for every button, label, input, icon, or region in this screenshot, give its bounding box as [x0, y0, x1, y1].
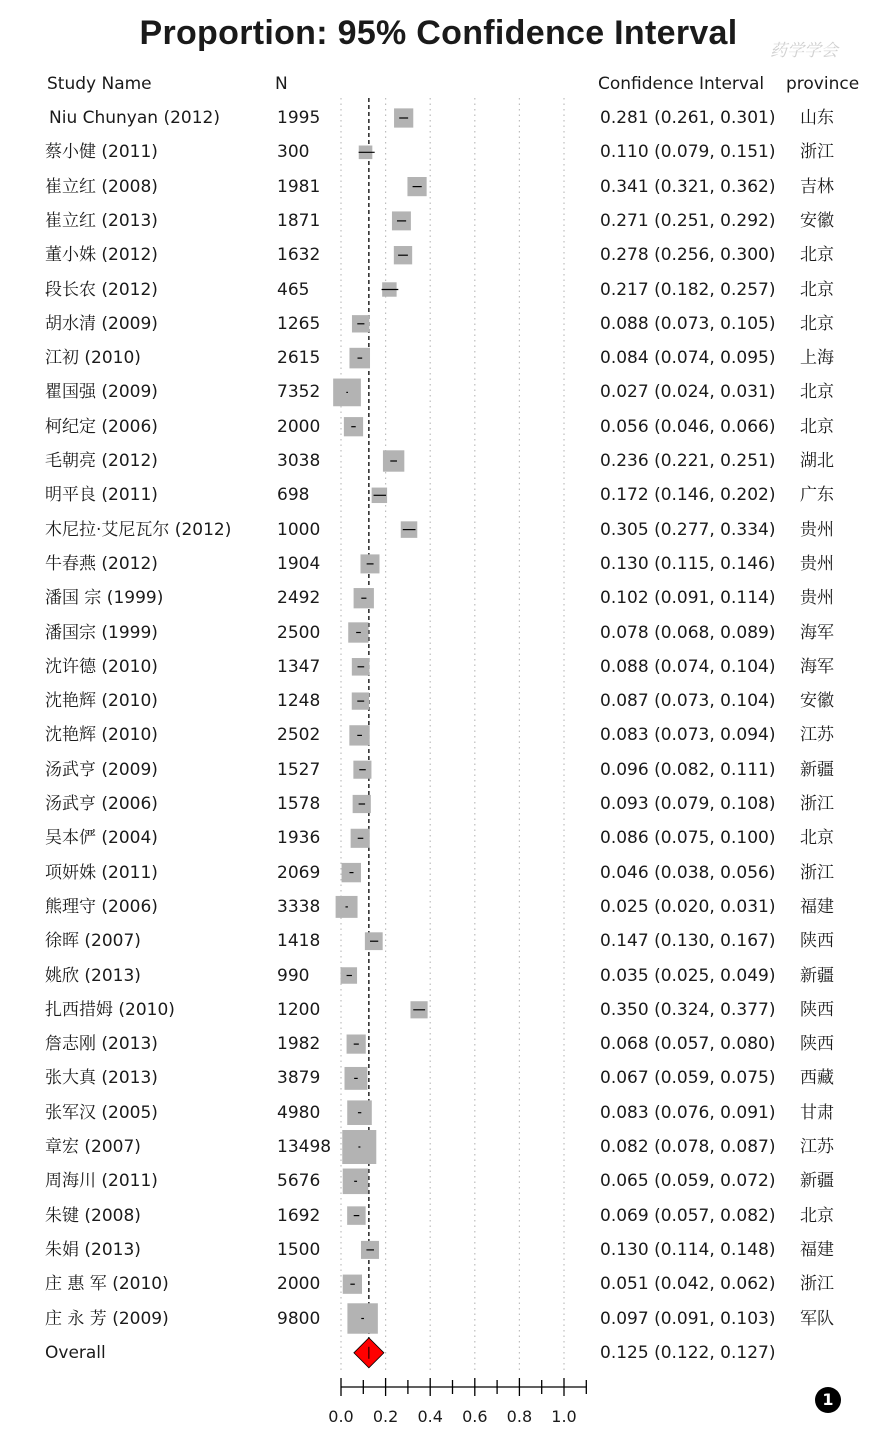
study-n: 1904 [277, 553, 321, 574]
study-n: 300 [277, 142, 310, 163]
study-name: 江初 (2010) [45, 348, 141, 369]
study-name: 项妍姝 (2011) [45, 862, 158, 883]
study-n: 3338 [277, 896, 321, 917]
study-ci: 0.236 (0.221, 0.251) [600, 451, 776, 471]
study-name: 沈许德 (2010) [45, 656, 158, 677]
header-study-name: Study Name [47, 74, 152, 94]
study-province: 陕西 [800, 1034, 834, 1055]
study-name: 段长农 (2012) [45, 279, 158, 300]
study-name: 蔡小健 (2011) [45, 142, 158, 163]
study-ci: 0.027 (0.024, 0.031) [600, 382, 776, 403]
study-n: 1248 [277, 691, 321, 712]
study-n: 3879 [277, 1068, 321, 1089]
study-name: 汤武亨 (2006) [45, 794, 158, 814]
study-province: 浙江 [800, 794, 834, 814]
study-ci: 0.056 (0.046, 0.066) [600, 416, 776, 437]
study-n: 1265 [277, 313, 321, 334]
study-province: 浙江 [800, 862, 834, 883]
study-province: 吉林 [800, 176, 834, 197]
x-tick-label: 0.8 [506, 1407, 533, 1426]
study-province: 北京 [800, 245, 834, 266]
study-ci: 0.281 (0.261, 0.301) [600, 108, 776, 128]
study-ci: 0.065 (0.059, 0.072) [600, 1171, 776, 1192]
study-n: 1692 [277, 1205, 321, 1226]
study-n: 1578 [277, 794, 321, 814]
overall-label: Overall [45, 1342, 106, 1363]
x-tick-label: 0.0 [328, 1407, 354, 1426]
study-province: 浙江 [800, 142, 834, 163]
study-name: 周海川 (2011) [45, 1171, 158, 1192]
study-ci: 0.097 (0.091, 0.103) [600, 1308, 776, 1329]
study-n: 990 [277, 965, 310, 986]
study-ci: 0.083 (0.076, 0.091) [600, 1102, 776, 1123]
study-province: 贵州 [800, 553, 834, 574]
study-province: 北京 [800, 828, 834, 849]
study-province: 新疆 [800, 759, 834, 780]
study-name: 崔立红 (2013) [45, 210, 158, 231]
study-province: 甘肃 [800, 1102, 834, 1123]
study-name: 朱娟 (2013) [45, 1239, 141, 1260]
study-province: 北京 [800, 279, 834, 300]
study-name: 沈艳辉 (2010) [45, 725, 158, 746]
study-name: 柯纪定 (2006) [45, 416, 158, 437]
study-province: 新疆 [800, 965, 834, 986]
study-n: 1347 [277, 656, 321, 677]
study-ci: 0.025 (0.020, 0.031) [600, 896, 776, 917]
study-province: 贵州 [800, 588, 834, 609]
study-n: 1995 [277, 108, 321, 128]
study-ci: 0.147 (0.130, 0.167) [600, 931, 776, 952]
study-n: 1632 [277, 245, 321, 266]
study-province: 福建 [800, 1239, 834, 1260]
study-n: 2492 [277, 588, 321, 609]
study-province: 陕西 [800, 999, 834, 1020]
study-ci: 0.341 (0.321, 0.362) [600, 176, 776, 197]
study-province: 江苏 [800, 725, 834, 746]
chart-title: Proportion: 95% Confidence Interval [139, 14, 738, 52]
study-province: 福建 [800, 896, 834, 917]
study-n: 9800 [277, 1308, 321, 1329]
study-ci: 0.088 (0.074, 0.104) [600, 656, 776, 677]
study-name: 詹志刚 (2013) [45, 1034, 158, 1055]
study-name: 潘国宗 (1999) [45, 622, 158, 643]
header-n: N [275, 74, 288, 94]
study-n: 2502 [277, 725, 321, 746]
study-name: 明平良 (2011) [45, 485, 158, 506]
study-n: 2500 [277, 622, 321, 643]
study-ci: 0.068 (0.057, 0.080) [600, 1034, 776, 1055]
study-province: 北京 [800, 1205, 834, 1226]
study-ci: 0.110 (0.079, 0.151) [600, 142, 776, 163]
study-province: 广东 [800, 485, 834, 506]
study-n: 1871 [277, 210, 321, 231]
study-n: 2615 [277, 348, 321, 369]
study-province: 江苏 [800, 1137, 834, 1157]
study-name: 张大真 (2013) [45, 1068, 158, 1089]
header-province: province [786, 74, 860, 94]
study-name: 董小姝 (2012) [45, 245, 158, 266]
page-number-badge: 1 [815, 1387, 841, 1413]
study-province: 海军 [800, 656, 834, 677]
study-n: 2000 [277, 416, 321, 437]
study-n: 5676 [277, 1171, 321, 1192]
study-name: 汤武亨 (2009) [45, 759, 158, 780]
study-name: 瞿国强 (2009) [45, 382, 158, 403]
study-n: 2000 [277, 1274, 321, 1295]
study-ci: 0.084 (0.074, 0.095) [600, 348, 776, 369]
study-ci: 0.083 (0.073, 0.094) [600, 725, 776, 746]
study-ci: 0.102 (0.091, 0.114) [600, 588, 776, 609]
study-name: 沈艳辉 (2010) [45, 691, 158, 712]
study-province: 海军 [800, 622, 834, 643]
study-n: 1200 [277, 999, 321, 1020]
study-name: 徐晖 (2007) [45, 931, 141, 952]
study-n: 1981 [277, 176, 321, 197]
study-ci: 0.069 (0.057, 0.082) [600, 1205, 776, 1226]
study-ci: 0.087 (0.073, 0.104) [600, 691, 776, 712]
study-ci: 0.035 (0.025, 0.049) [600, 965, 776, 986]
study-n: 1936 [277, 828, 321, 849]
study-n: 1982 [277, 1034, 321, 1055]
study-province: 山东 [800, 108, 834, 128]
study-name: 牛春燕 (2012) [45, 553, 158, 574]
study-n: 1000 [277, 519, 321, 540]
study-province: 军队 [800, 1308, 834, 1329]
study-name: 张军汉 (2005) [45, 1102, 158, 1123]
study-ci: 0.093 (0.079, 0.108) [600, 794, 776, 814]
study-ci: 0.088 (0.073, 0.105) [600, 313, 776, 334]
study-ci: 0.305 (0.277, 0.334) [600, 519, 776, 540]
x-tick-label: 0.6 [462, 1407, 488, 1426]
watermark: 药学学会 [770, 41, 838, 61]
study-name: 庄 惠 军 (2010) [45, 1274, 169, 1295]
study-n: 1418 [277, 931, 321, 952]
study-ci: 0.078 (0.068, 0.089) [600, 622, 776, 643]
study-ci: 0.096 (0.082, 0.111) [600, 759, 776, 780]
study-province: 新疆 [800, 1171, 834, 1192]
study-name: 崔立红 (2008) [45, 176, 158, 197]
study-ci: 0.082 (0.078, 0.087) [600, 1137, 776, 1157]
study-province: 西藏 [800, 1068, 834, 1089]
study-name: 熊理守 (2006) [45, 896, 158, 917]
study-name: 朱键 (2008) [45, 1205, 141, 1226]
study-province: 上海 [800, 348, 834, 369]
study-ci: 0.172 (0.146, 0.202) [600, 485, 776, 506]
study-province: 北京 [800, 416, 834, 437]
study-province: 安徽 [800, 691, 834, 712]
study-n: 3038 [277, 451, 321, 471]
study-province: 安徽 [800, 210, 834, 231]
x-tick-label: 0.2 [372, 1407, 399, 1426]
header-confidence-interval: Confidence Interval [598, 74, 765, 94]
study-n: 2069 [277, 862, 321, 883]
study-n: 13498 [277, 1137, 332, 1157]
study-name: 胡水清 (2009) [45, 313, 158, 334]
study-ci: 0.278 (0.256, 0.300) [600, 245, 776, 266]
study-n: 1500 [277, 1239, 321, 1260]
study-name: 木尼拉·艾尼瓦尔 (2012) [45, 519, 232, 540]
study-ci: 0.130 (0.114, 0.148) [600, 1239, 776, 1260]
x-tick-label: 1.0 [551, 1407, 577, 1426]
study-name: 庄 永 芳 (2009) [45, 1308, 169, 1329]
study-n: 4980 [277, 1102, 321, 1123]
study-ci: 0.086 (0.075, 0.100) [600, 828, 776, 849]
overall-ci: 0.125 (0.122, 0.127) [600, 1342, 776, 1363]
study-province: 北京 [800, 313, 834, 334]
study-n: 465 [277, 279, 310, 300]
study-n: 1527 [277, 759, 321, 780]
study-ci: 0.271 (0.251, 0.292) [600, 210, 776, 231]
study-province: 浙江 [800, 1274, 834, 1295]
study-name: Niu Chunyan (2012) [49, 108, 220, 128]
study-name: 姚欣 (2013) [45, 965, 141, 986]
study-name: 吴本俨 (2004) [45, 828, 158, 849]
study-name: 章宏 (2007) [45, 1137, 141, 1157]
study-ci: 0.051 (0.042, 0.062) [600, 1274, 776, 1295]
study-ci: 0.350 (0.324, 0.377) [600, 999, 776, 1020]
study-name: 毛朝亮 (2012) [45, 451, 158, 471]
study-province: 北京 [800, 382, 834, 403]
study-ci: 0.046 (0.038, 0.056) [600, 862, 776, 883]
study-province: 贵州 [800, 519, 834, 540]
study-province: 陕西 [800, 931, 834, 952]
x-tick-label: 0.4 [417, 1407, 443, 1426]
study-name: 潘国 宗 (1999) [45, 588, 164, 609]
study-n: 698 [277, 485, 310, 506]
study-ci: 0.130 (0.115, 0.146) [600, 553, 776, 574]
study-ci: 0.067 (0.059, 0.075) [600, 1068, 776, 1089]
study-name: 扎西措姆 (2010) [45, 999, 175, 1020]
study-province: 湖北 [800, 451, 834, 471]
study-n: 7352 [277, 382, 321, 403]
study-ci: 0.217 (0.182, 0.257) [600, 279, 776, 300]
